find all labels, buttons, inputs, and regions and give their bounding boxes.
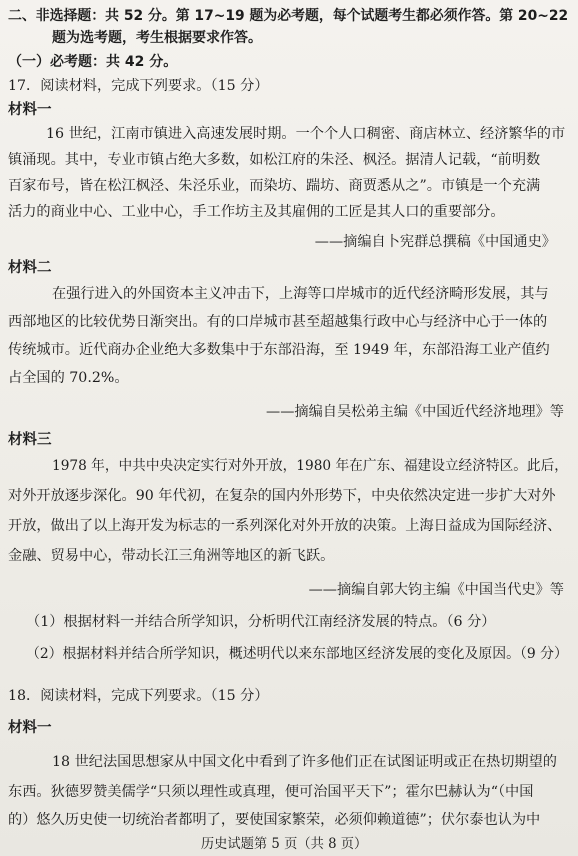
q17-m3-line: 金融、贸易中心，带动长江三角洲等地区的新飞跃。 [8,548,335,564]
q17-m1-source: ——摘编自卜宪群总撰稿《中国通史》 [314,234,556,250]
q17-m2-source: ——摘编自吴松弟主编《中国近代经济地理》等 [266,404,564,420]
q17-m3-line: 对外开放逐步深化。90 年代初，在复杂的国内外形势下，中央依然决定进一步扩大对外 [8,488,556,504]
section-heading-line1: 二、非选择题：共 52 分。第 17~19 题为必考题，每个试题考生都必须作答。第 20~22 [8,8,569,24]
q17-m2-line: 西部地区的比较优势日渐突出。有的口岸城市甚至超越集行政中心与经济中心于一体的 [8,314,548,330]
q17-m1-line: 镇涌现。其中，专业市镇占绝大多数，如松江府的朱泾、枫泾。据清人记载，“前明数 [8,152,541,168]
q17-title: 17．阅读材料，完成下列要求。（15 分） [8,78,269,94]
q18-m1-line: 的）悠久历史使一切统治者都明了，要使国家繁荣，必须仰赖道德”；伏尔泰也认为中 [8,812,541,828]
section-heading-line2: 题为选考题，考生根据要求作答。 [52,30,262,46]
page-footer: 历史试题第 5 页（共 8 页） [200,836,368,852]
q17-m3-source: ——摘编自郭大钧主编《中国当代史》等 [308,582,564,598]
q18-m1-line: 18 世纪法国思想家从中国文化中看到了许多他们正在试图证明或正在热切期望的 [52,754,557,770]
q17-m2-line: 占全国的 70.2%。 [8,370,129,386]
q18-m1-line: 东西。狄德罗赞美儒学“只须以理性或真理，便可治国平天下”；霍尔巴赫认为“（中国 [8,784,534,800]
q17-m2-line: 传统城市。近代商办企业绝大多数集中于东部沿海，至 1949 年，东部沿海工业产值约 [8,342,550,358]
q18-material1-label: 材料一 [8,720,52,736]
q17-material3-label: 材料三 [8,432,52,448]
q17-m3-line: 开放，做出了以上海开发为标志的一系列深化对外开放的决策。上海日益成为国际经济、 [8,518,562,534]
q17-material2-label: 材料二 [8,260,52,276]
q17-m1-line: 16 世纪，江南市镇进入高速发展时期。一个个人口稠密、商店林立、经济繁华的市 [46,126,566,142]
q17-question-1: （1）根据材料一并结合所学知识，分析明代江南经济发展的特点。（6 分） [26,614,496,630]
q17-m1-line: 活力的商业中心、工业中心，手工作坊主及其雇佣的工匠是其人口的重要部分。 [8,204,505,220]
q17-m1-line: 百家布号，皆在松江枫泾、朱泾乐业，而染坊、踹坊、商贾悉从之”。市镇是一个充满 [8,178,541,194]
required-subheading: （一）必考题：共 42 分。 [8,54,178,70]
q17-m3-line: 1978 年，中共中央决定实行对外开放，1980 年在广东、福建设立经济特区。此后， [52,458,568,474]
q18-title: 18．阅读材料，完成下列要求。（15 分） [8,688,269,704]
q17-question-2: （2）根据材料并结合所学知识，概述明代以来东部地区经济发展的变化及原因。（9 分） [26,646,568,662]
q17-m2-line: 在强行进入的外国资本主义冲击下，上海等口岸城市的近代经济畸形发展，其与 [52,286,549,302]
q17-material1-label: 材料一 [8,102,52,118]
